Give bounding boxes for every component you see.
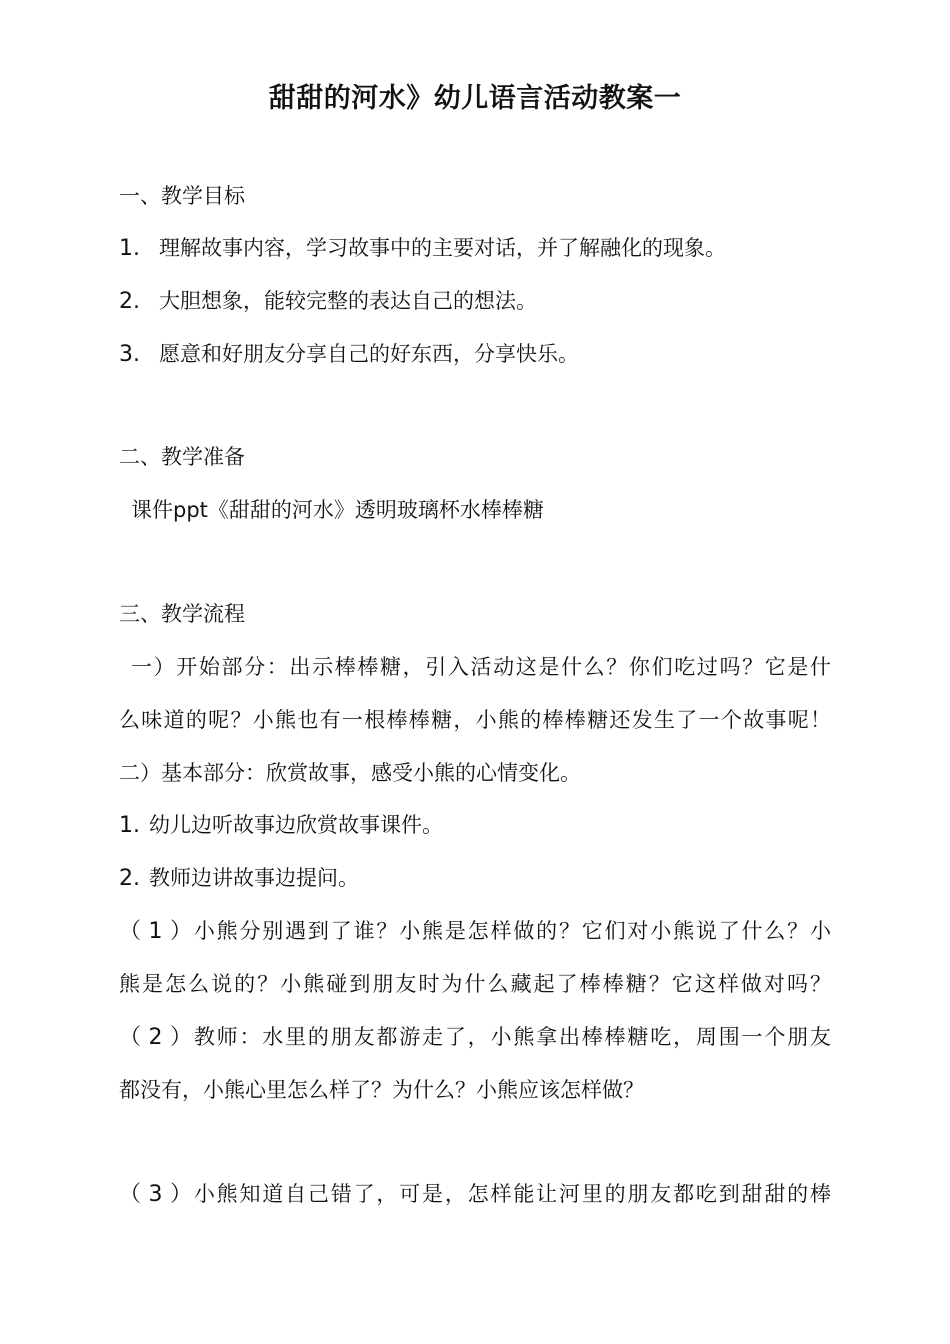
item-number: 3. [119, 342, 140, 367]
question-number: （3） [119, 1182, 192, 1207]
item-number: 2. [119, 289, 140, 314]
part2-heading: 二）基本部分：欣赏故事，感受小熊的心情变化。 [119, 761, 581, 785]
document-title: 甜甜的河水》幼儿语言活动教案一 [268, 83, 682, 114]
question-item-line1 [119, 917, 831, 946]
item-text: 愿意和好朋友分享自己的好东西，分享快乐。 [159, 342, 579, 366]
item-number: 1. [119, 236, 140, 261]
question-item-line1 [119, 1180, 831, 1209]
question-text: 小熊分别遇到了谁？小熊是怎样做的？它们对小熊说了什么？小 [192, 919, 831, 943]
objective-item [119, 234, 726, 263]
step-text: 幼儿边听故事边欣赏故事课件。 [149, 813, 443, 837]
question-item-line2: 都没有，小熊心里怎么样了？为什么？小熊应该怎样做？ [119, 1078, 644, 1102]
step-text: 教师边讲故事边提问。 [149, 866, 359, 890]
question-item-line2: 熊是怎么说的？小熊碰到朋友时为什么藏起了棒棒糖？它这样做对吗？ [119, 972, 831, 996]
materials-text: 课件ppt《甜甜的河水》透明玻璃杯水棒棒糖 [131, 498, 544, 522]
question-number: （2） [119, 1025, 192, 1050]
step-item [119, 864, 359, 893]
question-text: 小熊知道自己错了，可是，怎样能让河里的朋友都吃到甜甜的棒 [192, 1182, 831, 1206]
step-number: 2. [119, 866, 140, 891]
part1-text-line1: 一）开始部分：出示棒棒糖，引入活动这是什么？你们吃过吗？它是什 [131, 655, 831, 679]
objective-item [119, 287, 537, 316]
section-heading-preparation: 二、教学准备 [119, 445, 245, 469]
question-item-line1 [119, 1023, 831, 1052]
item-text: 理解故事内容，学习故事中的主要对话，并了解融化的现象。 [159, 236, 726, 260]
section-heading-process: 三、教学流程 [119, 602, 245, 626]
item-text: 大胆想象，能较完整的表达自己的想法。 [159, 289, 537, 313]
part1-text-line2: 么味道的呢？小熊也有一根棒棒糖，小熊的棒棒糖还发生了一个故事呢！ [119, 708, 831, 732]
question-number: （1） [119, 919, 192, 944]
section-heading-objectives: 一、教学目标 [119, 184, 245, 208]
question-text: 教师：水里的朋友都游走了，小熊拿出棒棒糖吃，周围一个朋友 [192, 1025, 831, 1049]
objective-item [119, 340, 579, 369]
step-number: 1. [119, 813, 140, 838]
step-item [119, 811, 443, 840]
